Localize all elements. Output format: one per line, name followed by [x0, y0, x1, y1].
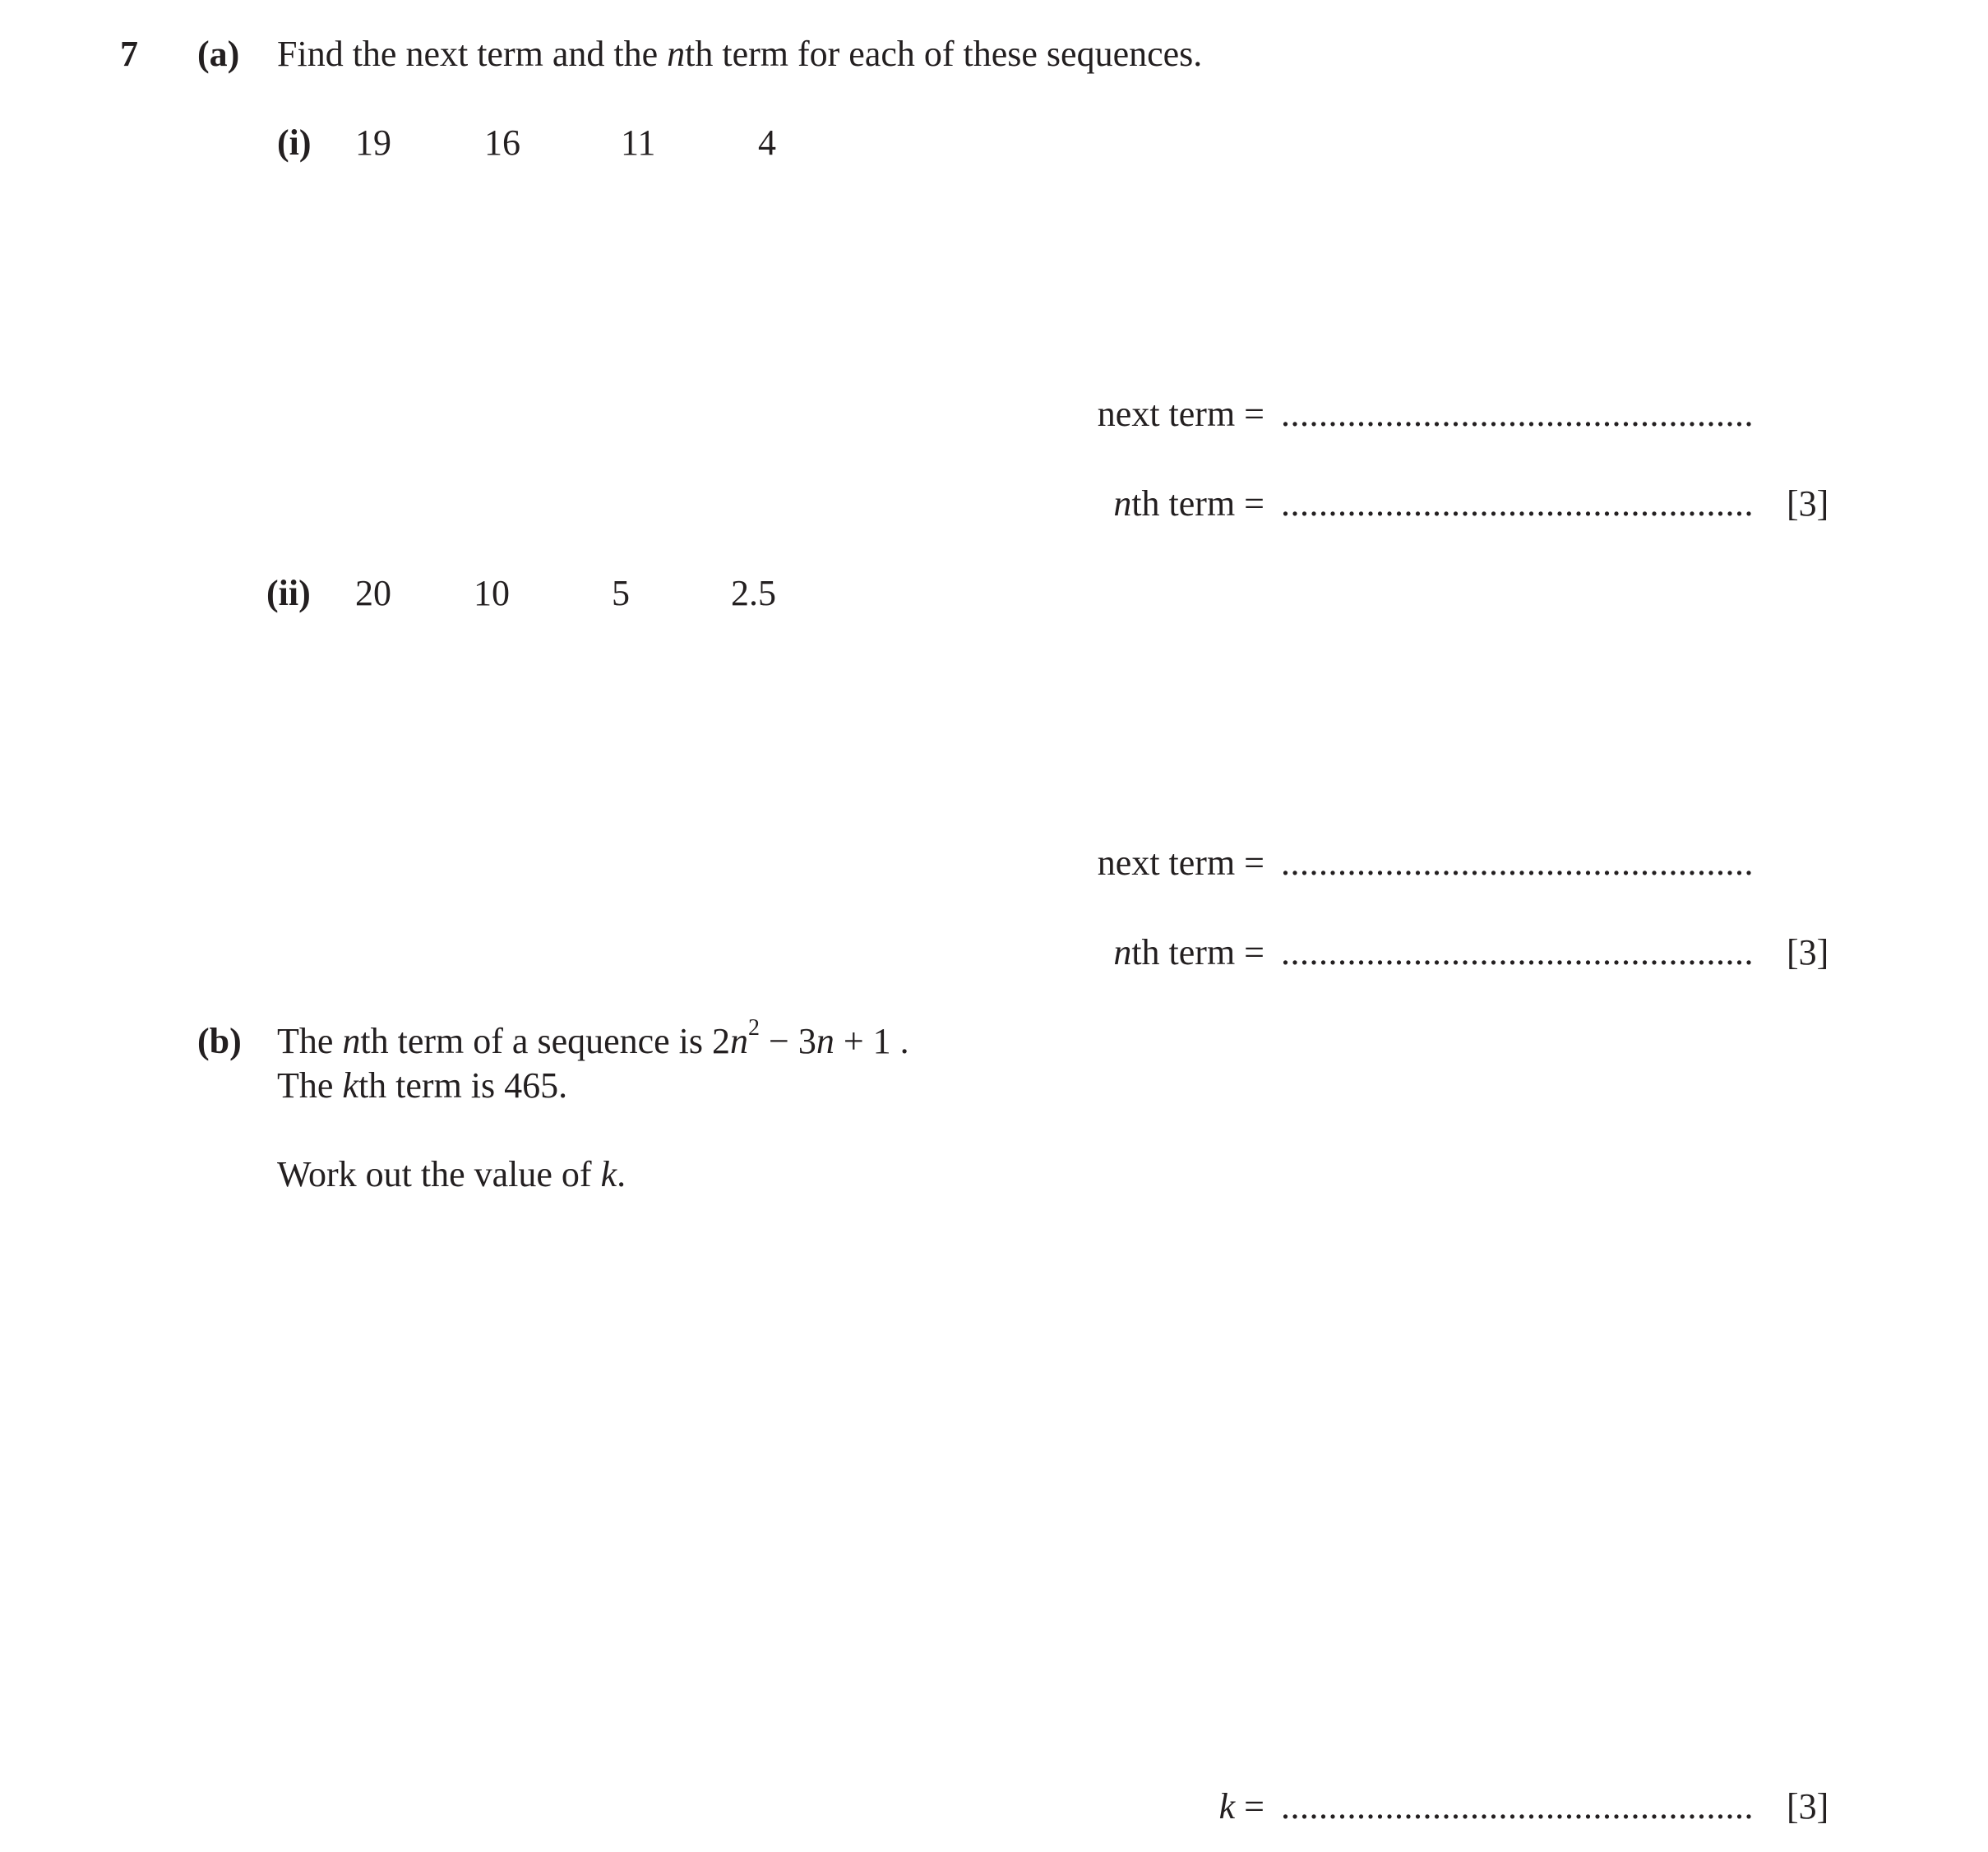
part-b-text: The	[277, 1065, 343, 1106]
sequence-ii-term-1: 20	[355, 573, 391, 613]
part-b-text: .	[617, 1154, 626, 1194]
sub-i-label: (i)	[277, 122, 312, 163]
part-b-text: th term is 465.	[358, 1065, 568, 1106]
k-equals: =	[1235, 1786, 1264, 1827]
part-b-text: th term of a sequence is	[360, 1021, 713, 1061]
part-b-variable-n: n	[342, 1021, 361, 1061]
expression-variable: n	[730, 1021, 749, 1061]
expression-middle: − 3	[760, 1021, 816, 1061]
part-b-text: Work out the value of	[277, 1154, 601, 1194]
sub-ii-label: (ii)	[266, 573, 311, 613]
k-label	[1218, 1786, 1264, 1827]
next-term-answer-line-i[interactable]: ..................................................	[1281, 394, 1754, 434]
nth-variable: n	[1113, 483, 1132, 524]
part-b-line-1	[277, 1015, 909, 1061]
part-b-variable-k: k	[600, 1154, 617, 1194]
part-a-label: (a)	[197, 34, 240, 74]
next-term-label-i: next term =	[1097, 394, 1264, 434]
k-variable: k	[1218, 1786, 1236, 1827]
marks-i: [3]	[1787, 483, 1829, 524]
marks-b: [3]	[1787, 1786, 1829, 1827]
k-answer-line[interactable]: ..................................................	[1281, 1786, 1754, 1827]
sequence-i-term-1: 19	[355, 122, 391, 163]
part-b-variable-k: k	[342, 1065, 358, 1106]
expression-exponent: 2	[748, 1015, 761, 1041]
sequence-ii-term-3: 5	[612, 573, 630, 613]
expression-end: + 1 .	[834, 1021, 909, 1061]
instruction-text-post: th term for each of these sequences.	[685, 34, 1203, 74]
next-term-label-ii: next term =	[1097, 843, 1264, 883]
sequence-i-term-3: 11	[621, 122, 656, 163]
part-b-text: The	[277, 1021, 343, 1061]
marks-ii: [3]	[1787, 932, 1829, 972]
nth-term-answer-line-i[interactable]: ..................................................	[1281, 483, 1754, 524]
expression-coefficient: 2	[712, 1021, 731, 1061]
part-b-line-3	[277, 1154, 626, 1194]
nth-variable: n	[1113, 932, 1132, 972]
nth-term-text: th term =	[1131, 932, 1264, 972]
part-b-line-2	[277, 1065, 568, 1106]
expression-variable: n	[816, 1021, 834, 1061]
nth-term-label-ii	[1113, 932, 1264, 972]
nth-term-answer-line-ii[interactable]: ..................................................	[1281, 932, 1754, 972]
nth-term-label-i	[1113, 483, 1264, 524]
sequence-ii-term-2: 10	[474, 573, 510, 613]
question-number: 7	[120, 34, 138, 74]
instruction-variable: n	[667, 34, 686, 74]
sequence-i-term-2: 16	[484, 122, 520, 163]
instruction-text-pre: Find the next term and the	[277, 34, 668, 74]
sequence-ii-term-4: 2.5	[731, 573, 776, 613]
part-a-instruction	[277, 36, 1202, 72]
nth-term-text: th term =	[1131, 483, 1264, 524]
next-term-answer-line-ii[interactable]: ..................................................	[1281, 843, 1754, 883]
sequence-i-term-4: 4	[758, 122, 776, 163]
part-b-label: (b)	[197, 1021, 242, 1061]
